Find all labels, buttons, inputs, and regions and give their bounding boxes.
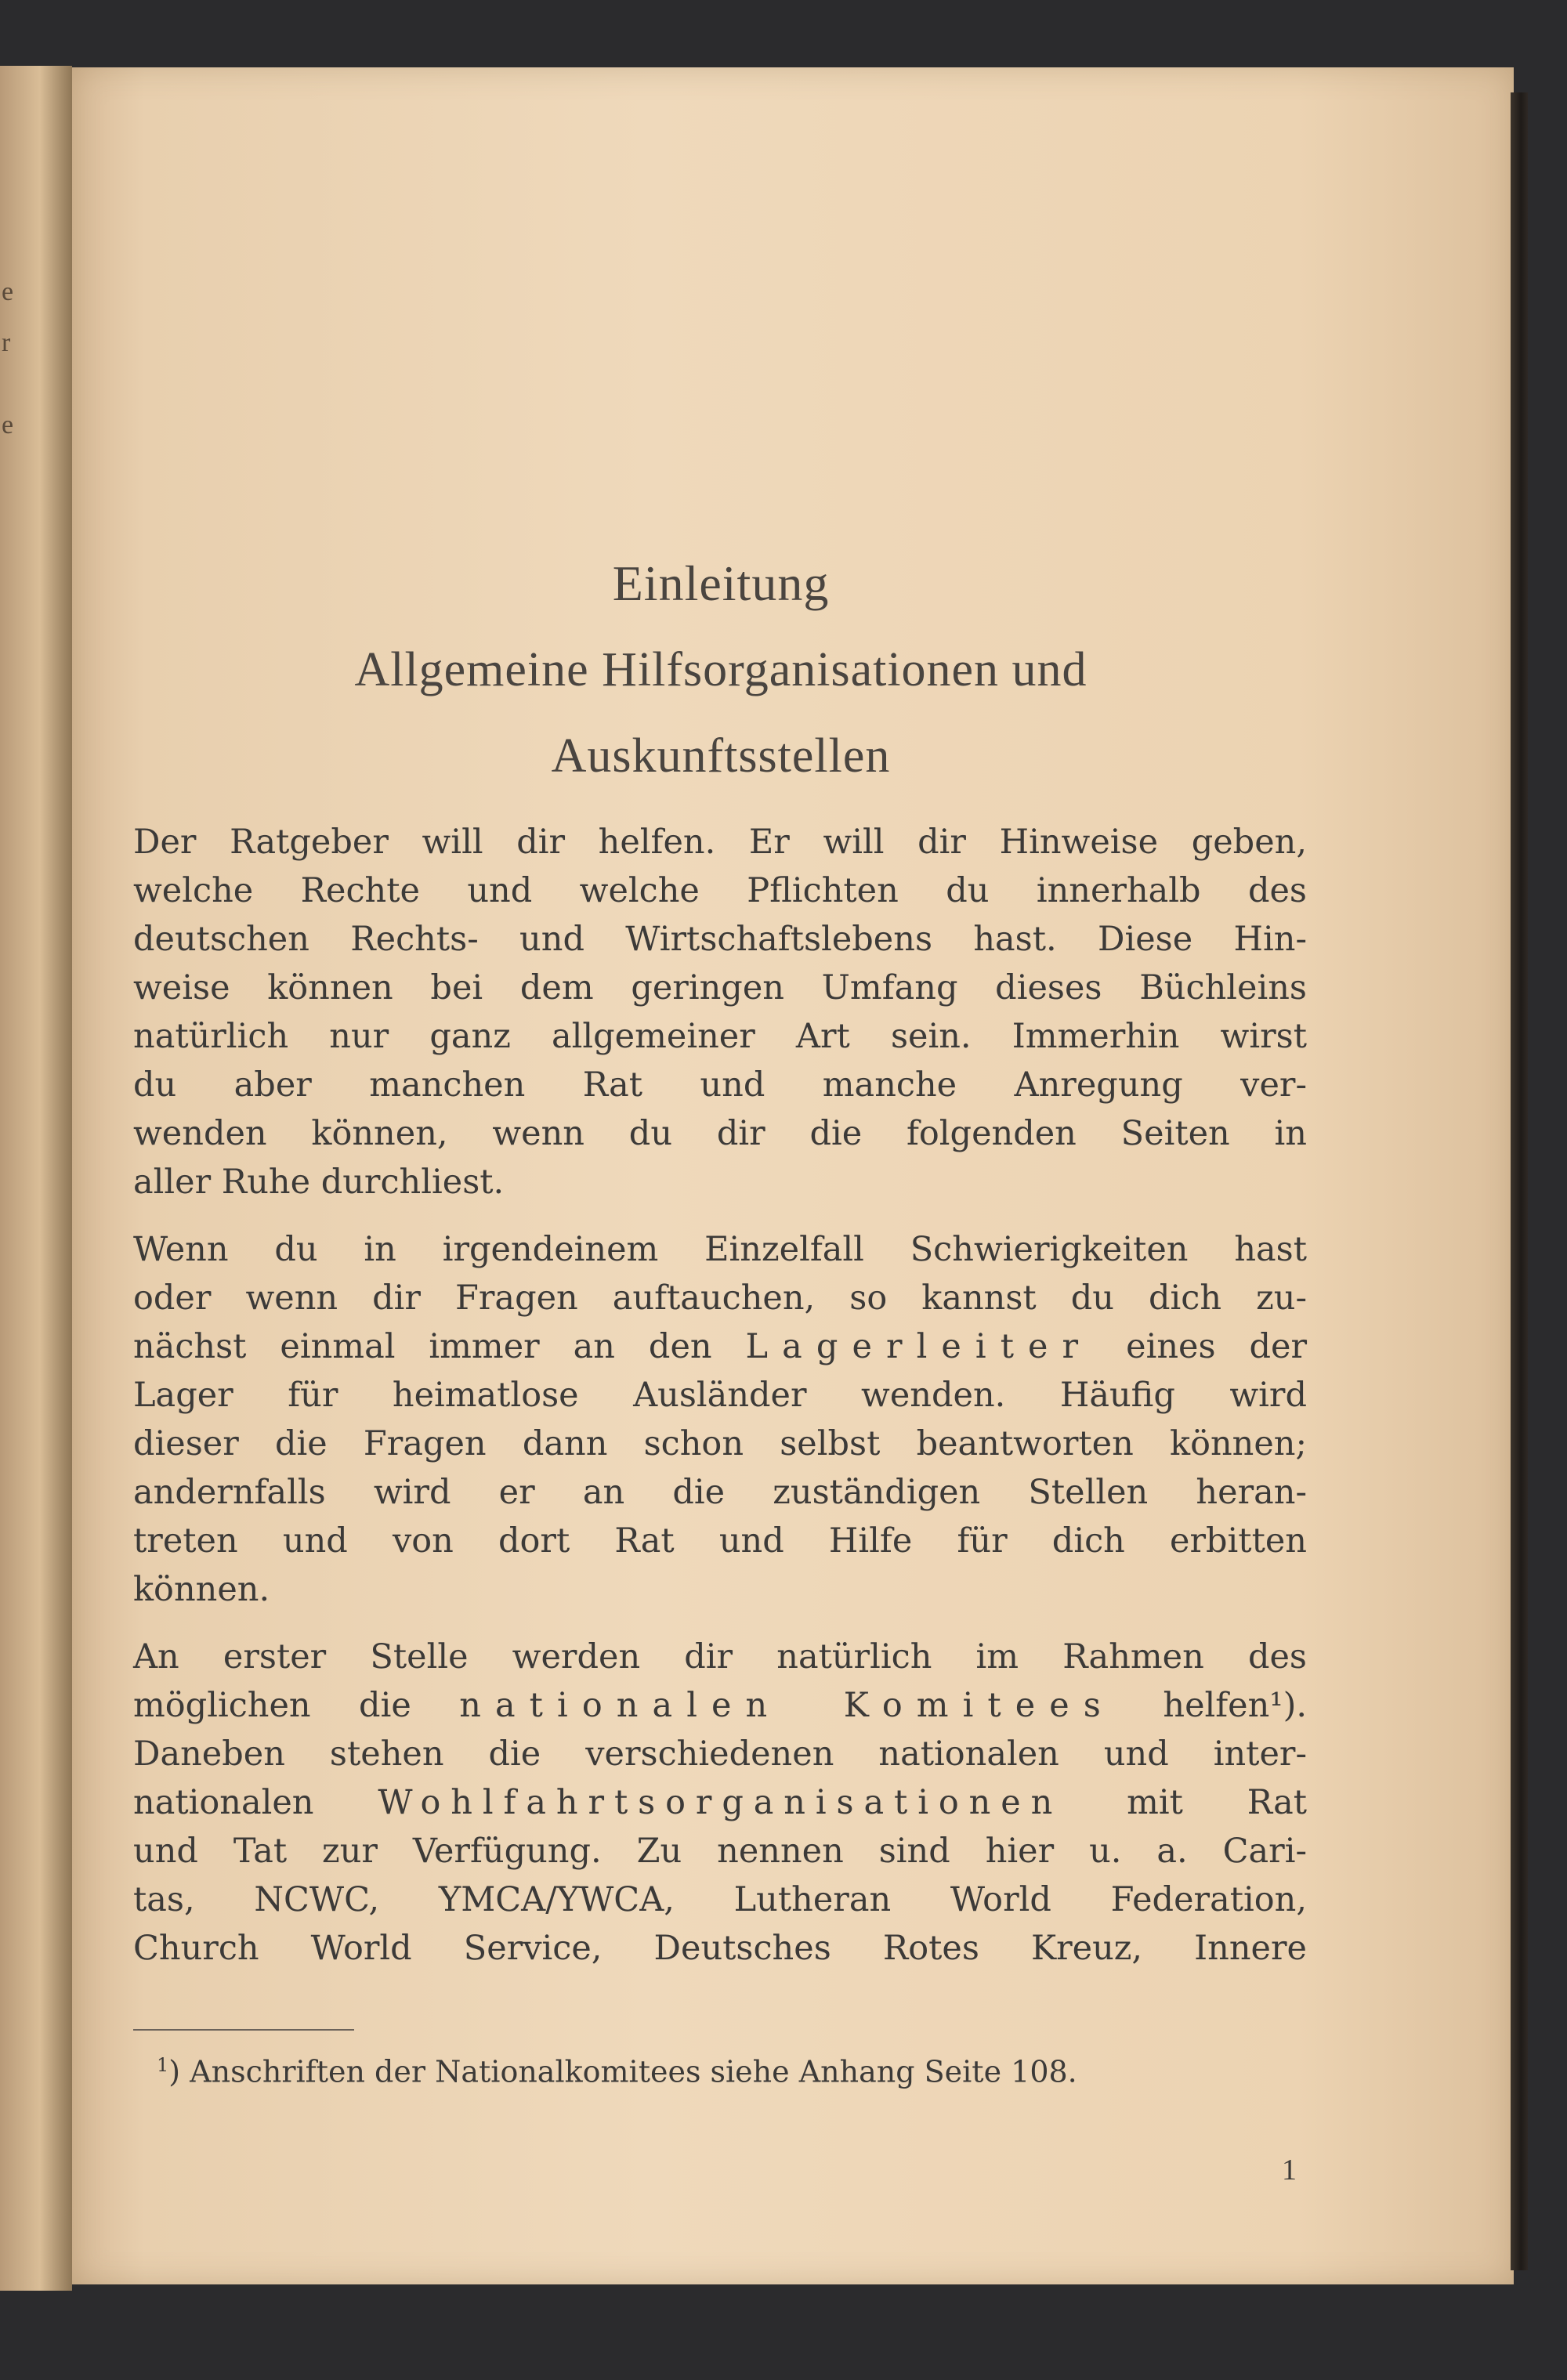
text-segment: nationalen	[133, 1783, 314, 1822]
text-line	[133, 1778, 1307, 1827]
text-line: weise können bei dem geringen Umfang dieses Büchleins	[133, 968, 1307, 1007]
paragraph-1	[133, 818, 1307, 1206]
chapter-heading	[141, 541, 1301, 799]
footnote-divider	[133, 2029, 354, 2031]
text-line: An erster Stelle werden dir natürlich im Rahmen des	[133, 1637, 1307, 1676]
text-line: Wenn du in irgendeinem Einzelfall Schwierigkeiten hast	[133, 1230, 1307, 1269]
text-line: du aber manchen Rat und manche Anregung ver-	[133, 1065, 1307, 1105]
text-line: Daneben stehen die verschiedenen nationalen und inter-	[133, 1734, 1307, 1774]
chapter-subtitle-line-2: Auskunftsstellen	[551, 729, 891, 783]
text-line	[133, 1322, 1307, 1371]
text-line: welche Rechte und welche Pflichten du innerhalb des	[133, 871, 1307, 910]
page-stack-edge	[1511, 92, 1528, 2270]
text-line: können.	[133, 1570, 270, 1609]
text-segment: nächst einmal immer an den	[133, 1327, 712, 1366]
left-page-char: r	[2, 328, 11, 357]
chapter-subtitle-line-1: Allgemeine Hilfsorganisationen und	[354, 643, 1087, 696]
text-line: Lager für heimatlose Ausländer wenden. Häufig wird	[133, 1376, 1307, 1415]
text-segment: mit Rat	[1127, 1783, 1308, 1822]
chapter-title: Einleitung	[612, 555, 830, 611]
paragraph-3	[133, 1633, 1307, 1973]
text-line: aller Ruhe durchliest.	[133, 1163, 505, 1202]
body-text	[133, 818, 1307, 1991]
text-segment: möglichen die	[133, 1686, 411, 1725]
text-line: wenden können, wenn du dir die folgenden Seiten in	[133, 1114, 1307, 1153]
text-line: Church World Service, Deutsches Rotes Kreuz, Innere	[133, 1929, 1307, 1968]
text-line: andernfalls wird er an die zuständigen Stellen heran-	[133, 1473, 1307, 1512]
text-line	[133, 1681, 1307, 1730]
footnote-marker: 1	[157, 2054, 169, 2076]
text-line: treten und von dort Rat und Hilfe für dich erbitten	[133, 1521, 1307, 1561]
page-number: 1	[1282, 2154, 1297, 2186]
text-line: oder wenn dir Fragen auftauchen, so kannst du dich zu-	[133, 1279, 1307, 1318]
text-line: dieser die Fragen dann schon selbst beantworten können;	[133, 1424, 1307, 1463]
footnote-text: ) Anschriften der Nationalkomitees siehe Anhang Seite 108.	[168, 2054, 1077, 2089]
text-line: natürlich nur ganz allgemeiner Art sein. Immerhin wirst	[133, 1017, 1307, 1056]
emphasized-term: Lagerleiter	[745, 1327, 1093, 1366]
paragraph-2	[133, 1225, 1307, 1614]
left-page-char: e	[2, 277, 14, 306]
left-page-char: e	[2, 411, 14, 439]
footnote	[157, 2054, 1077, 2089]
emphasized-term: nationalen Komitees	[459, 1686, 1115, 1725]
emphasized-term: Wohlfahrtsorganisationen	[378, 1783, 1063, 1822]
text-line: tas, NCWC, YMCA/YWCA, Lutheran World Federation,	[133, 1880, 1307, 1919]
text-line: und Tat zur Verfügung. Zu nennen sind hier u. a. Cari-	[133, 1832, 1307, 1871]
text-segment: helfen¹).	[1163, 1686, 1308, 1725]
left-page-edge	[0, 66, 72, 2291]
text-segment: eines der	[1126, 1327, 1308, 1366]
text-line: Der Ratgeber will dir helfen. Er will dir Hinweise geben,	[133, 823, 1307, 862]
text-line: deutschen Rechts- und Wirtschaftslebens hast. Diese Hin-	[133, 920, 1307, 959]
